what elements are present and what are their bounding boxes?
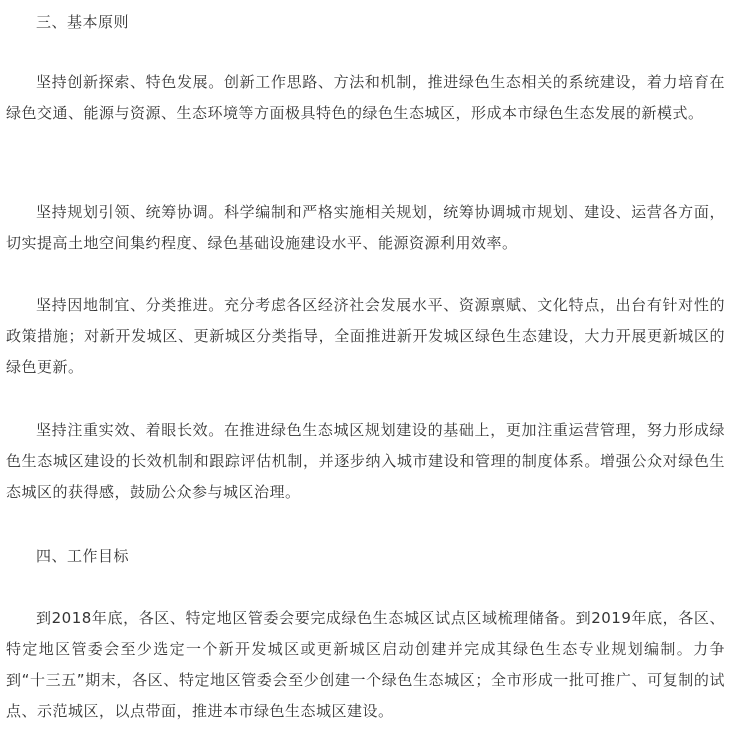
section-3-paragraph-4: 坚持注重实效、着眼长效。在推进绿色生态城区规划建设的基础上，更加注重运营管理，努力形成绿色生态城区建设的长效机制和跟踪评估机制，并逐步纳入城市建设和管理的制度体系。增强公众对绿色生态城区的获得感，鼓励公众参与城区治理。: [6, 421, 725, 501]
section-3-heading: 三、基本原则: [36, 13, 130, 31]
section-3-paragraph-3: 坚持因地制宜、分类推进。充分考虑各区经济社会发展水平、资源禀赋、文化特点，出台有针对性的政策措施；对新开发城区、更新城区分类指导，全面推进新开发城区绿色生态建设，大力开展更新城区的绿色更新。: [6, 296, 725, 376]
section-4-paragraph-1: 到2018年底，各区、特定地区管委会要完成绿色生态城区试点区域梳理储备。到2019年底，各区、特定地区管委会至少选定一个新开发城区或更新城区启动创建并完成其绿色生态专业规划编制。力争到“十三五”期末，各区、特定地区管委会至少创建一个绿色生态城区；全市形成一批可推广、可复制的试点、示范城区，以点带面，推进本市绿色生态城区建设。: [6, 609, 725, 720]
section-3-paragraph-1: 坚持创新探索、特色发展。创新工作思路、方法和机制，推进绿色生态相关的系统建设，着力培育在绿色交通、能源与资源、生态环境等方面极具特色的绿色生态城区，形成本市绿色生态发展的新模式。: [6, 73, 725, 122]
section-3-paragraph-2: 坚持规划引领、统筹协调。科学编制和严格实施相关规划，统筹协调城市规划、建设、运营各方面，切实提高土地空间集约程度、绿色基础设施建设水平、能源资源利用效率。: [6, 203, 725, 252]
section-4-heading: 四、工作目标: [36, 547, 130, 565]
